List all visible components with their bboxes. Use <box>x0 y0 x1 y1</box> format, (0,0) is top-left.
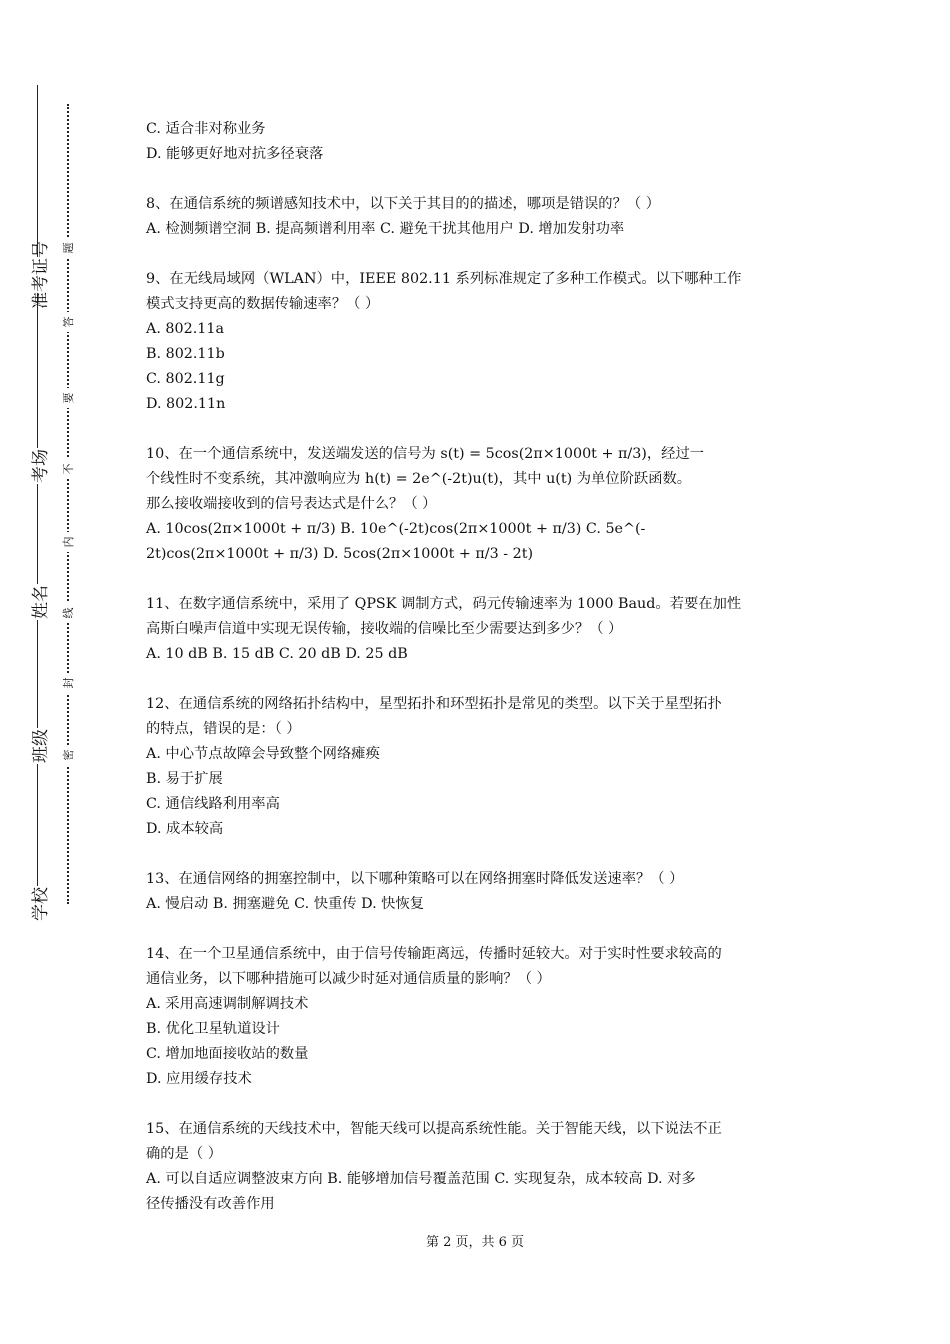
question-line: 那么接收端接收到的信号表达式是什么？（ ） <box>146 496 437 512</box>
question-line: 11、在数字通信系统中，采用了 QPSK 调制方式，码元传输速率为 1000 Baud。若要在加性 <box>146 596 742 612</box>
question-line: B. 易于扩展 <box>146 771 223 787</box>
question-line: 径传播没有改善作用 <box>146 1196 275 1212</box>
question-list <box>146 117 812 1242</box>
binding-solid-line <box>37 85 38 920</box>
seal-char: 封 <box>58 673 78 693</box>
question-14 <box>146 942 812 1092</box>
question-line: A. 中心节点故障会导致整个网络瘫痪 <box>146 746 380 762</box>
question-line: A. 10cos(2π×1000t + π/3) B. 10e^(-2t)cos(2π×1000t + π/3) C. 5e^(- <box>146 521 646 537</box>
field-label-class: 班级 <box>20 728 56 764</box>
seal-char: 密 <box>58 745 78 765</box>
question-10 <box>146 442 812 567</box>
question-line: D. 成本较高 <box>146 821 224 837</box>
question-line: A. 采用高速调制解调技术 <box>146 996 309 1012</box>
field-label-exam-room: 考场 <box>20 448 56 484</box>
question-line: 13、在通信网络的拥塞控制中，以下哪种策略可以在网络拥塞时降低发送速率？（ ） <box>146 871 684 887</box>
question-9 <box>146 267 812 417</box>
page-number: 第 2 页，共 6 页 <box>425 1235 525 1250</box>
binding-margin <box>0 0 110 1344</box>
field-label-school: 学校 <box>20 886 56 922</box>
question-line: D. 能够更好地对抗多径衰落 <box>146 146 324 162</box>
seal-char: 线 <box>58 603 78 623</box>
seal-char: 答 <box>58 312 78 332</box>
question-line: B. 优化卫星轨道设计 <box>146 1021 280 1037</box>
question-line: 确的是（ ） <box>146 1146 223 1162</box>
question-line: B. 802.11b <box>146 346 225 362</box>
question-line: 14、在一个卫星通信系统中，由于信号传输距离远，传播时延较大。对于实时性要求较高的 <box>146 946 722 962</box>
question-line: 8、在通信系统的频谱感知技术中，以下关于其目的的描述，哪项是错误的？（ ） <box>146 196 661 212</box>
question-8 <box>146 192 812 242</box>
seal-char: 内 <box>58 532 78 552</box>
question-line: A. 可以自适应调整波束方向 B. 能够增加信号覆盖范围 C. 实现复杂，成本较高 D. 对多 <box>146 1171 696 1187</box>
question-line: 的特点，错误的是：（ ） <box>146 721 301 737</box>
question-15 <box>146 1117 812 1217</box>
question-line: 通信业务，以下哪种措施可以减少时延对通信质量的影响？（ ） <box>146 971 551 987</box>
question-line: D. 802.11n <box>146 396 226 412</box>
question-line: A. 10 dB B. 15 dB C. 20 dB D. 25 dB <box>146 646 408 662</box>
question-line: C. 通信线路利用率高 <box>146 796 280 812</box>
question-line: A. 802.11a <box>146 321 224 337</box>
question-13 <box>146 867 812 917</box>
question-line: C. 802.11g <box>146 371 225 387</box>
question-line: C. 适合非对称业务 <box>146 121 266 137</box>
question-line: 模式支持更高的数据传输速率？（ ） <box>146 296 380 312</box>
seal-char: 不 <box>58 459 78 479</box>
field-label-exam-number: 准考证号 <box>20 257 56 293</box>
question-line: 2t)cos(2π×1000t + π/3) D. 5cos(2π×1000t + π/3 - 2t) <box>146 546 534 562</box>
field-label-name: 姓名 <box>20 584 56 620</box>
seal-dotted-line <box>67 104 69 904</box>
question-line: A. 慢启动 B. 拥塞避免 C. 快重传 D. 快恢复 <box>146 896 425 912</box>
question-line: 12、在通信系统的网络拓扑结构中，星型拓扑和环型拓扑是常见的类型。以下关于星型拓扑 <box>146 696 722 712</box>
question-12 <box>146 692 812 842</box>
question-line: 9、在无线局域网（WLAN）中，IEEE 802.11 系列标准规定了多种工作模式。以下哪种工作 <box>146 271 742 287</box>
question-line: 15、在通信系统的天线技术中，智能天线可以提高系统性能。关于智能天线，以下说法不正 <box>146 1121 722 1137</box>
question-line: D. 应用缓存技术 <box>146 1071 252 1087</box>
question-line: 10、在一个通信系统中，发送端发送的信号为 s(t) = 5cos(2π×1000t + π/3)，经过一 <box>146 446 705 462</box>
question-7-continued <box>146 117 812 167</box>
seal-char: 要 <box>58 388 78 408</box>
question-line: 高斯白噪声信道中实现无误传输，接收端的信噪比至少需要达到多少？（ ） <box>146 621 623 637</box>
question-line: 个线性时不变系统，其冲激响应为 h(t) = 2e^(-2t)u(t)，其中 u(t) 为单位阶跃函数。 <box>146 471 692 487</box>
question-line: C. 增加地面接收站的数量 <box>146 1046 309 1062</box>
question-11 <box>146 592 812 667</box>
question-line: A. 检测频谱空洞 B. 提高频谱利用率 C. 避免干扰其他用户 D. 增加发射功率 <box>146 221 625 237</box>
seal-char: 题 <box>58 238 78 258</box>
